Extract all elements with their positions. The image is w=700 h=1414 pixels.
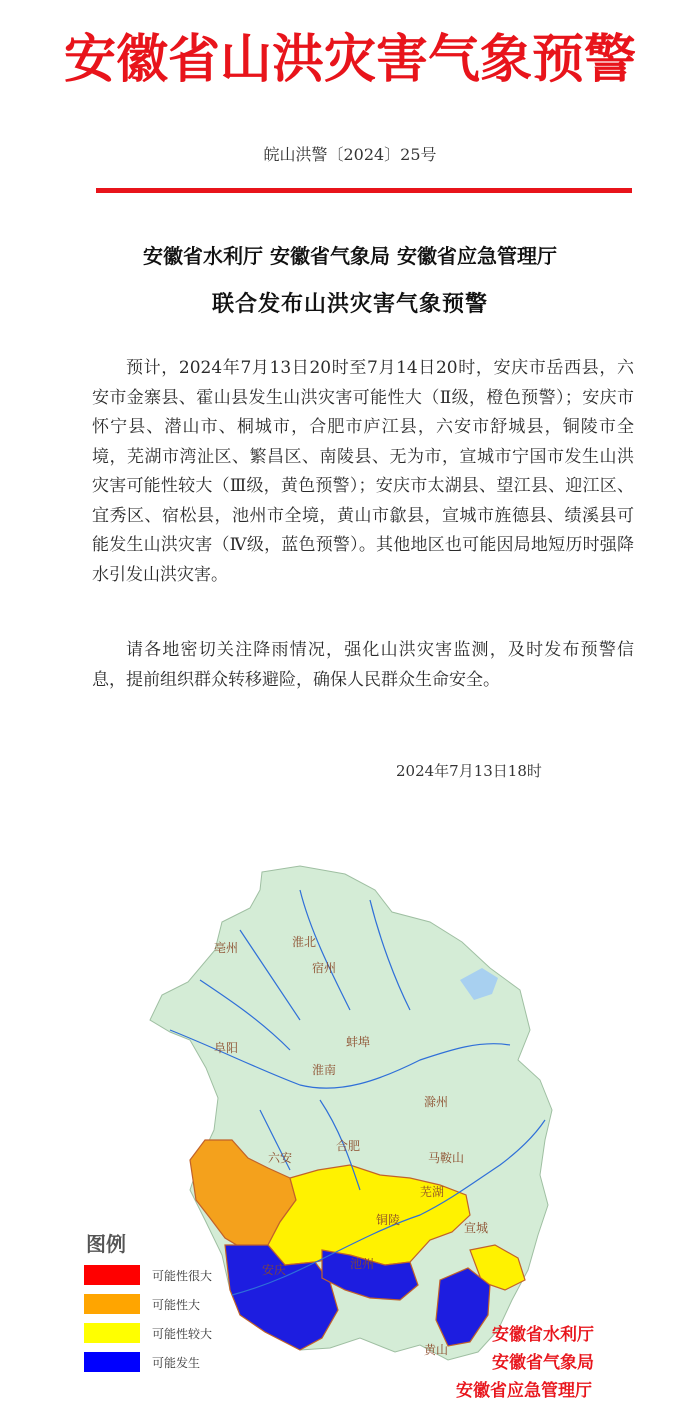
city-label: 淮北 xyxy=(292,935,317,949)
city-label: 宿州 xyxy=(312,961,337,975)
notice-subject: 联合发布山洪灾害气象预警 xyxy=(211,292,488,317)
city-label: 安庆 xyxy=(262,1263,287,1277)
legend-item-very-high xyxy=(84,1264,212,1286)
city-label: 铜陵 xyxy=(376,1213,401,1227)
red-divider xyxy=(96,188,632,193)
city-label: 淮南 xyxy=(312,1063,337,1077)
legend-swatch-orange xyxy=(84,1294,140,1314)
city-label: 亳州 xyxy=(214,941,239,955)
city-label: 六安 xyxy=(268,1151,293,1165)
city-label: 宣城 xyxy=(464,1221,489,1235)
legend-item-high xyxy=(84,1293,200,1315)
legend-label: 可能性大 xyxy=(152,1297,201,1312)
city-label: 滁州 xyxy=(424,1095,449,1109)
city-label: 黄山 xyxy=(424,1343,449,1357)
legend-label: 可能发生 xyxy=(152,1355,201,1370)
city-label: 马鞍山 xyxy=(428,1151,465,1165)
city-label: 芜湖 xyxy=(420,1185,445,1199)
stamp-emergency-management: 安徽省应急管理厅 xyxy=(456,1381,592,1401)
legend-swatch-red xyxy=(84,1265,140,1285)
city-label: 阜阳 xyxy=(214,1041,239,1055)
instruction-paragraph: 请各地密切关注降雨情况，强化山洪灾害监测，及时发布预警信息，提前组织群众转移避险，确保人民群众生命安全。 xyxy=(92,640,634,690)
issuing-agencies: 安徽省水利厅 安徽省气象局 安徽省应急管理厅 xyxy=(143,244,557,268)
stamp-meteorology: 安徽省气象局 xyxy=(492,1353,594,1373)
legend-swatch-blue xyxy=(84,1352,140,1372)
legend-item-possible xyxy=(84,1351,200,1373)
city-label: 池州 xyxy=(350,1257,375,1271)
city-label: 蚌埠 xyxy=(346,1035,371,1049)
legend-label: 可能性较大 xyxy=(152,1326,213,1341)
issue-date: 2024年7月13日18时 xyxy=(396,762,542,780)
legend-title: 图例 xyxy=(86,1232,126,1256)
anhui-warning-map xyxy=(140,860,560,1400)
masthead-title: 安徽省山洪灾害气象预警 xyxy=(63,29,636,90)
stamp-water-resources: 安徽省水利厅 xyxy=(492,1325,594,1345)
legend-label: 可能性很大 xyxy=(152,1268,213,1283)
warning-paragraph: 预计，2024年7月13日20时至7月14日20时，安庆市岳西县，六安市金寨县、霍山县发生山洪灾害可能性大（Ⅱ级，橙色预警）；安庆市怀宁县、潜山市、桐城市，合肥市庐江县，六安市舒城县，铜陵市全境，芜湖市湾沚区、繁昌区、南陵县、无为市，宣城市宁国市发生山洪灾害可能性较大（Ⅲ级，黄色预警）；安庆市太湖县、望江县、迎江区、宜秀区、宿松县，池州市全境，黄山市歙县，宣城市旌德县、绩溪县可能发生山洪灾害（Ⅳ级，蓝色预警）。其他地区也可能因局地短历时强降水引发山洪灾害。 xyxy=(92,358,634,585)
document-number: 皖山洪警〔2024〕25号 xyxy=(263,145,437,164)
legend-swatch-yellow xyxy=(84,1323,140,1343)
city-label: 合肥 xyxy=(336,1139,361,1153)
legend-item-moderate xyxy=(84,1322,212,1344)
